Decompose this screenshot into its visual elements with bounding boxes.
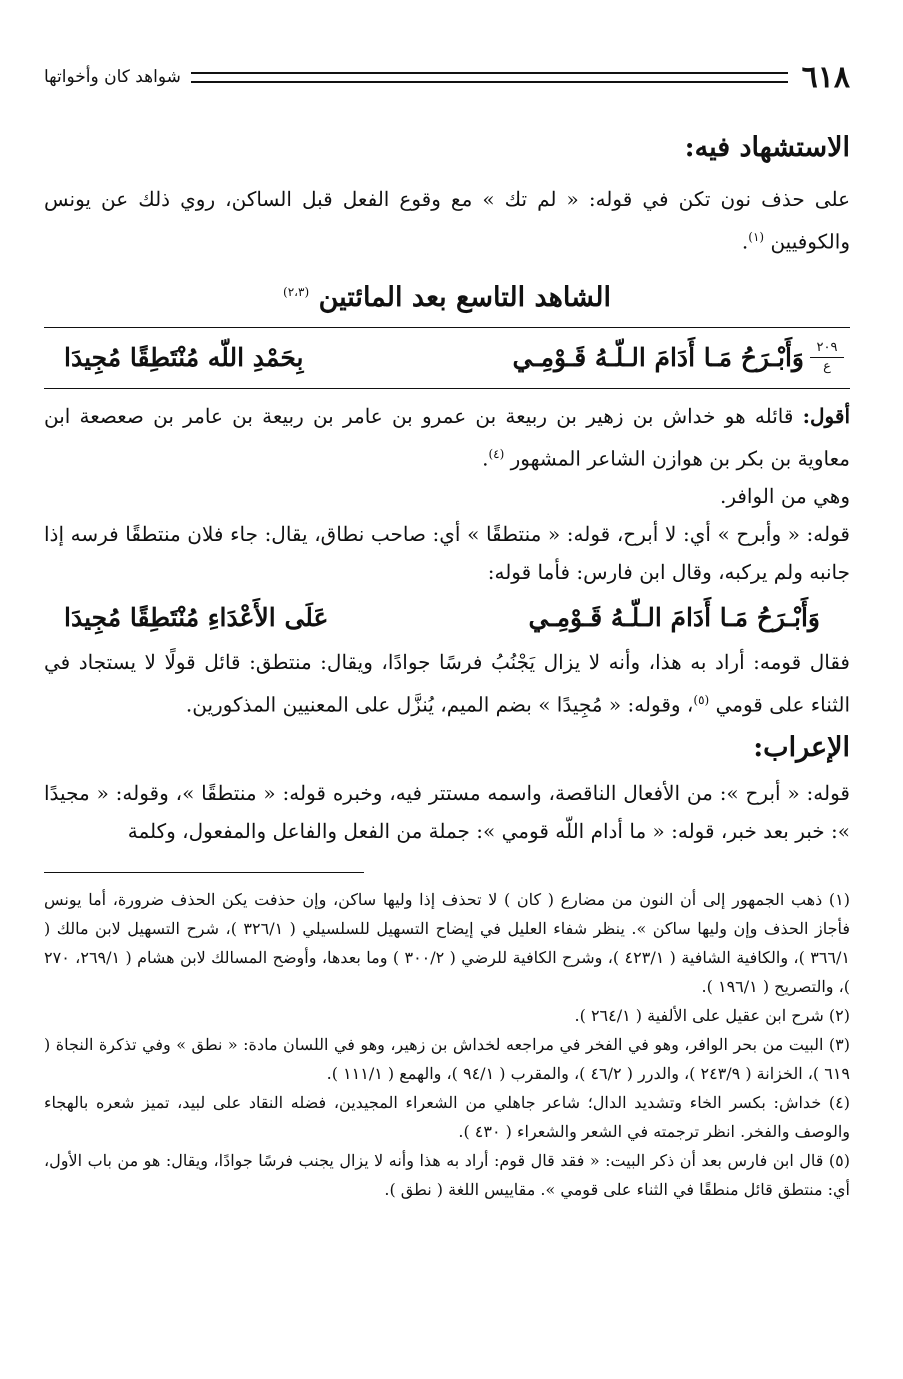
footnote-2: (٢) شرح ابن عقيل على الألفية ( ٢٦٤/١ ). [574, 1005, 850, 1025]
footnote-4: (٤) خداش: بكسر الخاء وتشديد الدال؛ شاعر جاهلي من الشعراء المجيدين، فضله النقاد على لبيد، تميز شعره بالهجاء والوصف والفخر. انظر ترجمته في الشعر والشعراء ( ٤٣٠ ). [44, 1092, 851, 1141]
verse-number [804, 340, 850, 375]
aqulu-label: أقول: [802, 403, 851, 428]
aqulu-paragraph: أقول: قائله هو خداش بن زهير بن ربيعة بن عمرو بن عامر بن ربيعة بن عامر بن صعصعة ابن معاوية بن بكر بن هوازن الشاعر المشهور $^{(٤)}$. [44, 403, 851, 471]
irab-heading: الإعراب: [753, 731, 850, 763]
witness-title-text: الشاهد التاسع بعد المائتين [318, 281, 611, 313]
verse-second-hemistich: بِحَمْدِ اللّه مُنْتَطِقًا مُجِيدَا [64, 343, 304, 373]
verse-number-divider [810, 357, 844, 358]
witness-title-refs: (٢،٣) [283, 284, 310, 299]
quoted-second-hemistich: عَلَى الأَعْدَاءِ مُنْتَطِقًا مُجِيدَا [64, 602, 329, 632]
istishhad-end: . [741, 229, 749, 254]
quoted-verse [44, 591, 850, 643]
istishhad-heading: الاستشهاد فيه: [684, 132, 850, 163]
verse-number-bottom: ع [823, 359, 831, 375]
verse-number-top: ٢٠٩ [816, 340, 838, 356]
verse-box [44, 327, 850, 389]
faqal-rest: ، وقوله: « مُجِيدًا » بضم الميم، يُنزَّل على المعنيين المذكورين. [185, 692, 694, 717]
footnotes [44, 885, 850, 1204]
verse-first-hemistich: وَأَبْـرَحُ مَـا أَدَامَ الـلّـهُ قَـوْمِـي [512, 343, 804, 373]
istishhad-text: على حذف نون تكن في قوله: « لم تك » مع وقوع الفعل قبل الساكن، روي ذلك عن يونس والكوفيين [44, 187, 850, 254]
footnote-separator [44, 872, 364, 873]
running-title: شواهد كان وأخواتها [44, 67, 181, 87]
book-page [44, 60, 850, 1204]
footnote-ref-5: (٥) [693, 693, 710, 708]
istishhad-paragraph [44, 180, 850, 261]
faqal-text: فقال قومه: أراد به هذا، وأنه لا يزال يَجْنُبُ فرسًا جوادًا، ويقال: منتطق: قائل قولًا لا يستجاد في الثناء على قومي [44, 650, 850, 717]
irab-paragraph: قوله: « أبرح »: من الأفعال الناقصة، واسمه مستتر فيه، وخبره قوله: « منتطقًا »، وقوله: « مجيدًا »: خبر بعد خبر، قوله: « ما أدام اللّه قومي »: جملة من الفعل والفاعل والمفعول، وكلمة [44, 780, 850, 843]
witness-title [44, 267, 850, 323]
footnote-5: (٥) قال ابن فارس بعد أن ذكر البيت: « فقد قال قوم: أراد به هذا وأنه لا يزال يجنب فرسًا جوادًا، ويقال: هو من باب الأول، أي: منتطق قائل منطقًا في الثناء على قومي ». مقاييس اللغة ( نطق ). [44, 1150, 850, 1199]
meter-line: وهي من الوافر. [719, 484, 850, 509]
qawluhu-paragraph: قوله: « وأبرح » أي: لا أبرح، قوله: « منتطقًا » أي: صاحب نطاق، يقال: جاء فلان منتطقًا فرسه إذا جانبه ولم يركبه، وقال ابن فارس: فأما قوله: [44, 522, 850, 585]
aqulu-text: قائله هو خداش بن زهير بن ربيعة بن عمرو بن عامر بن ربيعة بن عامر بن صعصعة ابن معاوية بن بكر بن هوازن الشاعر المشهور [44, 403, 850, 471]
footnote-1: (١) ذهب الجمهور إلى أن النون من مضارع ( كان ) لا تحذف إذا وليها ساكن، وإن حذفت يكن الحذف ضرورة، أما يونس فأجاز الحذف وإن وليها ساكن ». ينظر شفاء العليل في إيضاح التسهيل للسلسيلي ( ٣٢٦/١ )، شرح التسهيل لابن مالك ( ٣٦٦/١ )، والكافية الشافية ( ٤٢٣/١ )، وشرح الكافية للرضي ( ٣٠٠/٢ ) وما بعدها، وأوضح المسالك لابن هشام ( ٢٦٩/١، ٢٧٠ )، والتصريح ( ١٩٦/١ ). [44, 889, 850, 996]
faqal-paragraph [44, 643, 850, 724]
footnote-3: (٣) البيت من بحر الوافر، وهو في الفخر في مراجعه لخداش بن زهير، وهو في اللسان مادة: « نطق » وفي تذكرة النجاة ( ٦١٩ )، الخزانة ( ٢٤٣/٩ )، والدرر ( ٤٦/٢ )، والمقرب ( ٩٤/١ )، والهمع ( ١١١/١ ). [44, 1034, 850, 1083]
page-number: ٦١٨ [801, 59, 850, 95]
footnote-ref-1: (١) [748, 230, 765, 244]
page-header [44, 60, 850, 94]
quoted-first-hemistich: وَأَبْـرَحُ مَـا أَدَامَ الـلّـهُ قَـوْمِـي [528, 602, 820, 632]
footnote-ref-4: (٤) [488, 446, 505, 461]
header-double-rule [191, 72, 788, 83]
